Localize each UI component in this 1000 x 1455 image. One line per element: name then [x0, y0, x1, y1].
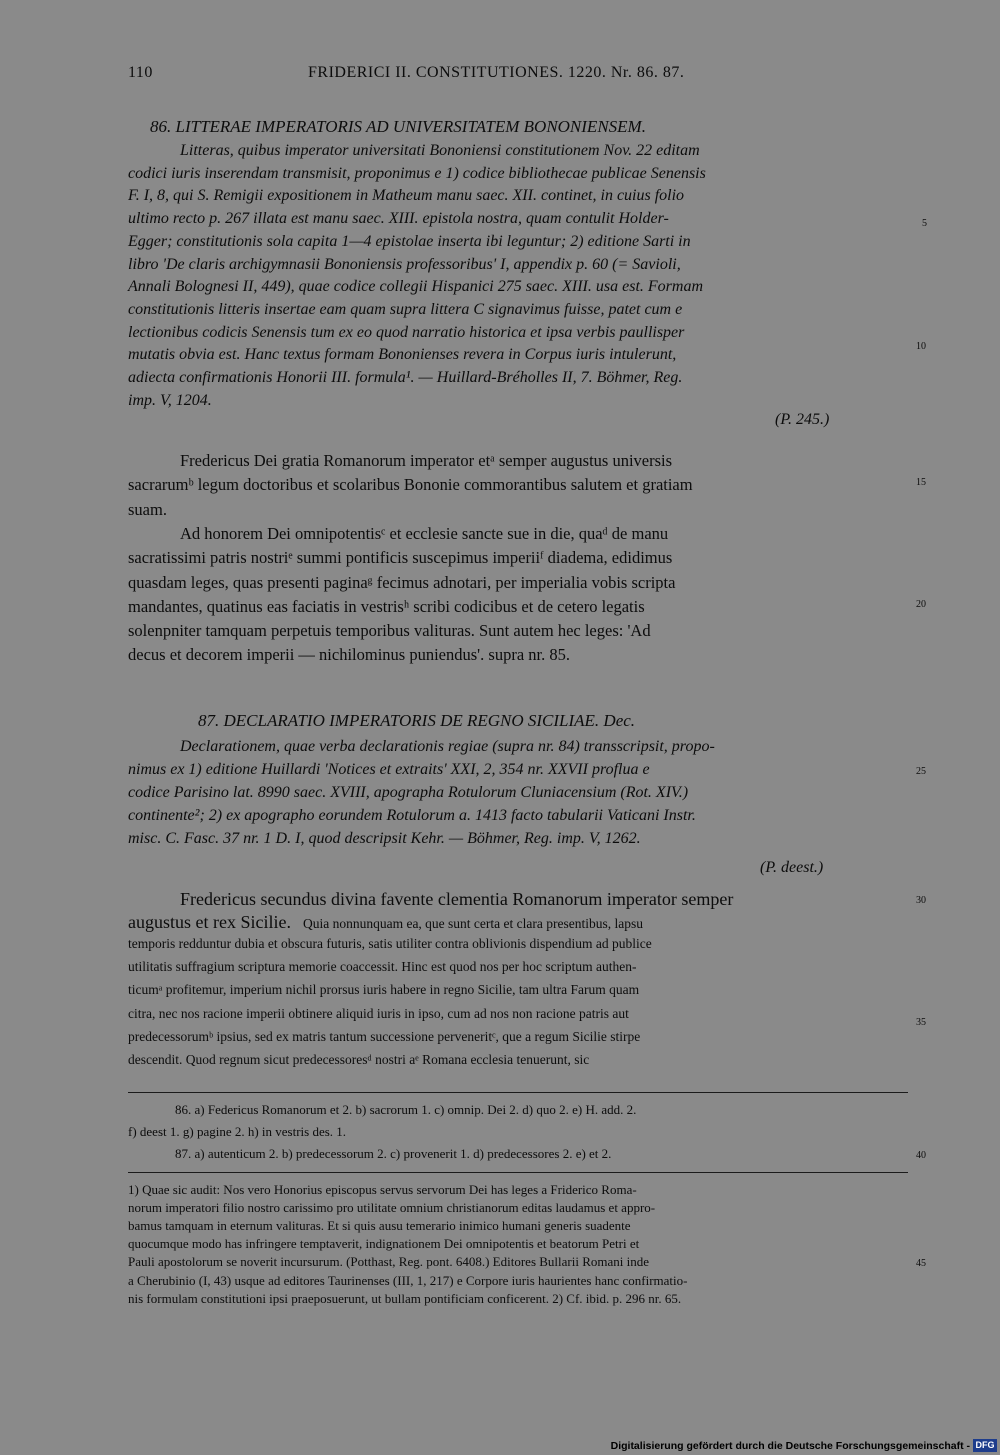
intro-line: continente²; 2) ex apographo eorundem Rotulorum a. 1413 facto tabularii Vaticani Instr.: [128, 807, 696, 824]
footnote-line: Pauli apostolorum se noverit incursurum. (Potthast, Reg. pont. 6408.) Editores Bullarii Romani inde: [128, 1254, 650, 1269]
text-small: temporis redduntur dubia et obscura futuris, satis utiliter contra oblivionis dispendium ad publice: [128, 936, 652, 951]
dfg-banner: [0, 1435, 1000, 1455]
text-small: predecessorumᵇ ipsius, sed ex matris tantum successione pervenеritᶜ, que a regum Sicilie stirpe: [128, 1029, 641, 1044]
intro-line: Annali Bolognesi II, 449), quae codice collegii Hispanici 275 saec. XIII. usa est. Formam: [128, 278, 703, 295]
line-number: 10: [916, 341, 926, 352]
footnote-line: nis formulam constitutioni ipsi praeposuerunt, ut bullam pontificiam conficerent. 2) Cf. ibid. p. 296 nr. 65.: [128, 1291, 682, 1306]
text-line: sacratissimi patris nostriᵉ summi pontificis suscepimus imperiiᶠ diadema, edidimus: [128, 548, 673, 567]
text-line: [128, 958, 637, 976]
intro-line: imp. V, 1204.: [128, 392, 212, 409]
text-line: [128, 1028, 640, 1046]
variants-86-line2: f) deest 1. g) pagine 2. h) in vestris des. 1.: [128, 1124, 347, 1139]
intro-line: constitutionis litteris insertae eam quam supra littera C signavimus fuisse, patet cum e: [128, 301, 683, 318]
intro-line: ultimo recto p. 267 illata est manu saec. XIII. epistola nostra, quam contulit Holder-: [128, 210, 669, 227]
text-line: quasdam leges, quas presenti paginaᵍ fecimus adnotari, per imperialia vobis scripta: [128, 573, 676, 592]
text-line: [128, 981, 639, 999]
line-number: 40: [916, 1150, 926, 1161]
text-line: suam.: [128, 500, 167, 519]
variants-86-line1: 86. a) Federicus Romanorum et 2. b) sacrorum 1. c) omnip. Dei 2. d) quo 2. e) H. add. 2.: [175, 1102, 637, 1117]
text-small: citra, nec nos racione imperii obtinere aliquid iuris in ipso, cum ad nos non racione patris aut: [128, 1006, 629, 1021]
intro-line: misc. C. Fasc. 37 nr. 1 D. I, quod descripsit Kehr. — Böhmer, Reg. imp. V, 1262.: [128, 830, 641, 847]
footnote-line: 1) Quae sic audit: Nos vero Honorius episcopus servus servorum Dei has leges a Friderico Roma-: [128, 1182, 637, 1197]
intro-line: Declarationem, quae verba declarationis regiae (supra nr. 84) transscripsit, propo-: [180, 738, 715, 755]
intro-line: Litteras, quibus imperator universitati Bononiensi constitutionem Nov. 22 editam: [180, 142, 700, 159]
intro-line: codici iuris inserendam transmisit, proponimus e 1) codice bibliothecae publicae Senensis: [128, 165, 706, 182]
intro-line: adiecta confirmationis Honorii III. formula¹. — Huillard-Bréholles II, 7. Böhmer, Reg.: [128, 369, 683, 386]
intro-line: mutatis obvia est. Hanc textus formam Bononienses revera in Corpus iuris intulerunt,: [128, 346, 677, 363]
intro-line: F. I, 8, qui S. Remigii expositionem in Matheum manu saec. XII. continet, in cuius folio: [128, 187, 685, 204]
footnote-line: bamus tamquam in eternum valituras. Et si quis ausu temerario inimico humani generis suadente: [128, 1218, 631, 1233]
text-line: [128, 1051, 589, 1069]
text-line: [180, 889, 733, 910]
text-line: Ad honorem Dei omnipotentisᶜ et ecclesie sancte sue in die, quaᵈ de manu: [180, 524, 669, 543]
text-small: utilitatis suffragium scriptura memorie coaccessit. Hinc est quod nos per hoc scriptum authen-: [128, 959, 637, 974]
text-line: [128, 935, 652, 953]
text-line: [128, 912, 643, 933]
intro-line: codice Parisino lat. 8990 saec. XVIII, apographa Rotulorum Cluniacensium (Rot. XIV.): [128, 784, 689, 801]
dfg-logo: DFG: [973, 1439, 997, 1452]
text-large: Fredericus secundus divina favente clementia Romanorum imperator semper: [180, 889, 734, 909]
footnote-rule: [128, 1092, 908, 1093]
text-line: mandantes, quatinus eas faciatis in vestrisʰ scribi codicibus et de cetero legatis: [128, 597, 645, 616]
text-line: sacrarumᵇ legum doctoribus et scolaribus Bononie commorantibus salutem et gratiam: [128, 475, 693, 494]
line-number: 5: [922, 218, 927, 229]
text-line: solenpniter tamquam perpetuis temporibus valituras. Sunt autem hec leges: 'Ad: [128, 621, 651, 640]
text-small: ticumᵃ profitemur, imperium nichil prorsus iuris habere in regno Sicilie, tam ultra Farum quam: [128, 982, 640, 997]
text-small: Quia nonnunquam ea, que sunt certa et clara presentibus, lapsu: [302, 916, 643, 931]
doc86-siglum: (P. 245.): [775, 411, 830, 428]
line-number: 30: [916, 895, 926, 906]
line-number: 15: [916, 477, 926, 488]
footnote-line: quocumque modo has infringere temptaverit, indignationem Dei omnipotentis et beatorum Petri et: [128, 1236, 640, 1251]
notes-rule: [128, 1172, 908, 1173]
page-number: 110: [128, 64, 153, 81]
line-number: 35: [916, 1017, 926, 1028]
doc86-heading: 86. LITTERAE IMPERATORIS AD UNIVERSITATEM BONONIENSEM.: [150, 117, 646, 136]
intro-line: lectionibus codicis Senensis tum ex eo quod narratio historica et ipsa verbis paullisper: [128, 324, 685, 341]
text-line: [128, 1005, 629, 1023]
footnote-line: a Cherubinio (I, 43) usque ad editores Taurinenses (III, 1, 217) e Corpore iuris haurientes hanc confirmatio-: [128, 1273, 688, 1288]
running-title: FRIDERICI II. CONSTITUTIONES. 1220. Nr. 86. 87.: [308, 64, 685, 81]
doc87-siglum: (P. deest.): [760, 859, 824, 876]
variants-87-line1: 87. a) autenticum 2. b) predecessorum 2. c) provenerit 1. d) predecessores 2. e) et 2.: [175, 1146, 612, 1161]
doc87-heading: 87. DECLARATIO IMPERATORIS DE REGNO SICILIAE. Dec.: [198, 711, 636, 730]
intro-line: Egger; constitutionis sola capita 1—4 epistolae inserta ibi leguntur; 2) editione Sarti in: [128, 233, 691, 250]
line-number: 20: [916, 599, 926, 610]
text-large: augustus et rex Sicilie.: [128, 912, 291, 932]
intro-line: nimus ex 1) editione Huillardi 'Notices et extraits' XXI, 2, 354 nr. XXVII profluа e: [128, 761, 650, 778]
intro-line: libro 'De claris archigymnasii Bononiensis professoribus' I, appendix p. 60 (= Savioli,: [128, 256, 681, 273]
footnote-line: norum imperatori filio nostro carissimo pro utilitate omnium christianorum editas laudamus et appro-: [128, 1200, 656, 1215]
line-number: 25: [916, 766, 926, 777]
dfg-banner-text: Digitalisierung gefördert durch die Deutsche Forschungsgemeinschaft -: [610, 1440, 970, 1452]
line-number: 45: [916, 1258, 926, 1269]
text-small: descendit. Quod regnum sicut predecessoresᵈ nostri aᵉ Romana ecclesia tenuerunt, sic: [128, 1052, 590, 1067]
text-line: decus et decorem imperii — nichilominus puniendus'. supra nr. 85.: [128, 645, 570, 664]
text-line: Fredericus Dei gratia Romanorum imperator etᵃ semper augustus universis: [180, 451, 673, 470]
